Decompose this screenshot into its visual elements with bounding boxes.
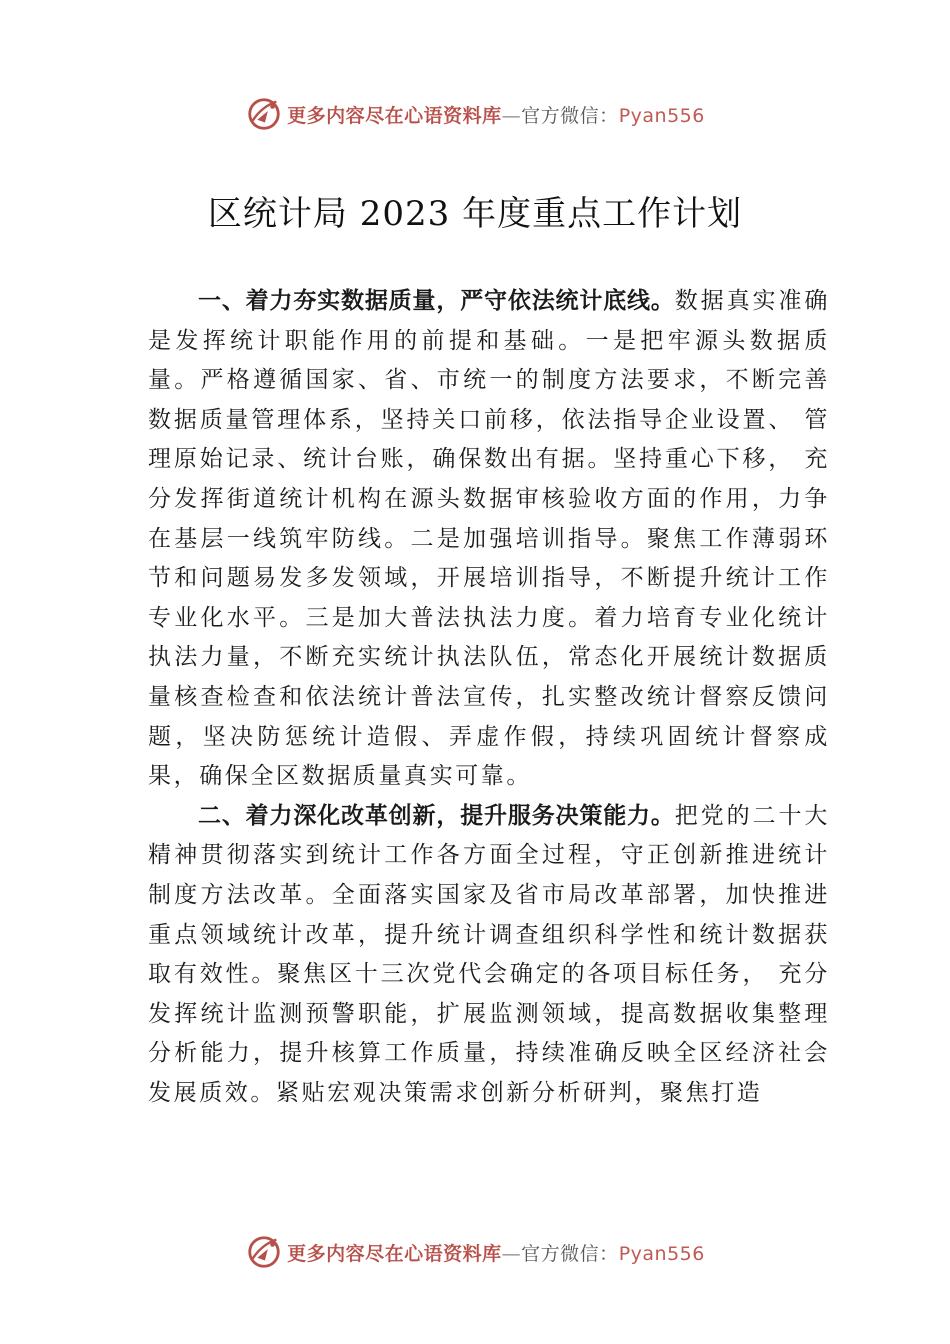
brand-logo-icon xyxy=(245,1233,283,1271)
watermark-wechat-id: Pyan556 xyxy=(618,1242,705,1265)
document-title: 区统计局 2023 年度重点工作计划 xyxy=(207,194,743,234)
watermark-brand: 更多内容尽在心语资料库 xyxy=(287,104,502,127)
paragraph-2-text: 把党的二十大精神贯彻落实到统计工作各方面全过程，守正创新推进统计制度方法改革。全面落实国家及省市局改革部署，加快推进重点领域统计改革，提升统计调查组织科学性和统计数据获取有效性。聚焦区十三次党代会确定的各项目标任务， 充分发挥统计监测预警职能，扩展监测领域，提高数据收集整理分析能力，提升核算工作质量，持续准确反映全区经济社会发展质效。紧贴宏观决策需求创新分析研判，聚焦打造 xyxy=(148,802,830,1106)
document-body xyxy=(148,282,830,1113)
header-watermark xyxy=(0,94,950,134)
watermark-text xyxy=(287,101,705,128)
footer-watermark xyxy=(0,1232,950,1272)
paragraph-2-heading: 二、着力深化改革创新，提升服务决策能力。 xyxy=(198,802,675,829)
watermark-colon: ： xyxy=(599,1242,619,1265)
watermark-separator: — xyxy=(501,104,522,127)
watermark-label: 官方微信 xyxy=(521,1242,600,1265)
watermark-text xyxy=(287,1239,705,1266)
brand-logo-icon xyxy=(245,95,283,133)
paragraph-1-heading: 一、着力夯实数据质量，严守依法统计底线。 xyxy=(198,288,675,314)
watermark-brand: 更多内容尽在心语资料库 xyxy=(287,1242,502,1265)
watermark-separator: — xyxy=(501,1242,522,1265)
watermark-wechat-id: Pyan556 xyxy=(618,104,705,127)
watermark-label: 官方微信 xyxy=(521,104,600,127)
paragraph-1-text: 数据真实准确是发挥统计职能作用的前提和基础。一是把牢源头数据质量。严格遵循国家、省、市统一的制度方法要求，不断完善数据质量管理体系，坚持关口前移，依法指导企业设置、 管理原始记录、统计台账，确保数出有据。坚持重心下移， 充分发挥街道统计机构在源头数据审核验收方面的作用，力争在基层一线筑牢防线。二是加强培训指导。聚焦工作薄弱环节和问题易发多发领域，开展培训指导，不断提升统计工作专业化水平。三是加大普法执法力度。着力培育专业化统计执法力量，不断充实统计执法队伍，常态化开展统计数据质量核查检查和依法统计普法宣传，扎实整改统计督察反馈问题，坚决防惩统计造假、弄虚作假，持续巩固统计督察成果，确保全区数据质量真实可靠。 xyxy=(148,288,830,790)
paragraph-1 xyxy=(148,282,830,797)
watermark-colon: ： xyxy=(599,104,619,127)
paragraph-2 xyxy=(148,797,830,1114)
